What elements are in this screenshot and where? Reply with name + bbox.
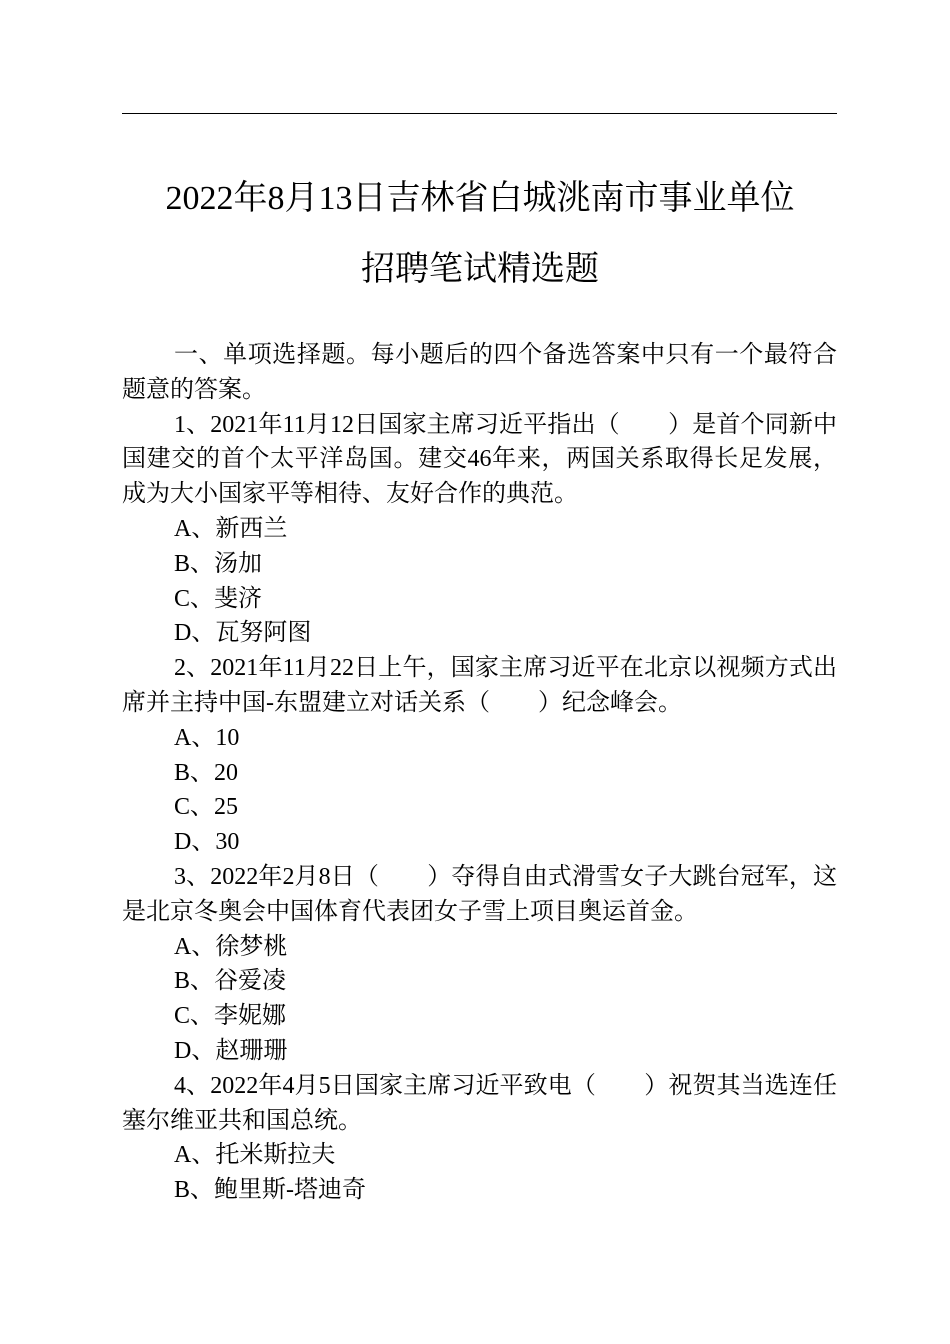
question-4-option-b: B、鲍里斯-塔迪奇 — [174, 1177, 366, 1204]
question-3-option-d: D、赵珊珊 — [174, 1037, 288, 1064]
question-2-option-b: B、20 — [174, 759, 239, 786]
header-rule — [122, 113, 837, 114]
question-3-option-b: B、谷爱凌 — [174, 968, 287, 995]
question-1-option-c: C、斐济 — [174, 585, 263, 612]
question-1-option-b: B、汤加 — [174, 550, 263, 577]
document-body — [122, 338, 837, 1208]
document-title-line-1: 2022年8月13日吉林省白城洮南市事业单位 — [165, 180, 795, 217]
question-3-stem: 3、2022年2月8日（ ）夺得自由式滑雪女子大跳台冠军，这是北京冬奥会中国体育代表团女子雪上项目奥运首金。 — [122, 863, 837, 925]
question-4-option-a: A、托米斯拉夫 — [174, 1142, 336, 1169]
question-2-stem: 2、2021年11月22日上午，国家主席习近平在北京以视频方式出席并主持中国-东盟建立对话关系（ ）纪念峰会。 — [122, 655, 837, 716]
question-2-option-c: C、25 — [174, 794, 239, 821]
question-1-option-a: A、新西兰 — [174, 515, 288, 542]
question-2-option-a: A、10 — [174, 724, 240, 751]
question-4-stem: 4、2022年4月5日国家主席习近平致电（ ）祝贺其当选连任塞尔维亚共和国总统。 — [122, 1072, 837, 1134]
question-1-option-d: D、瓦努阿图 — [174, 620, 312, 647]
question-1-stem: 1、2021年11月12日国家主席习近平指出（ ）是首个同新中国建交的首个太平洋岛国。建交46年来，两国关系取得长足发展，成为大小国家平等相待、友好合作的典范。 — [122, 411, 837, 508]
question-3-option-a: A、徐梦桃 — [174, 933, 288, 960]
document-title-line-2: 招聘笔试精选题 — [361, 251, 599, 288]
section-intro: 一、单项选择题。每小题后的四个备选答案中只有一个最符合题意的答案。 — [122, 342, 837, 403]
question-2-option-d: D、30 — [174, 829, 240, 856]
question-3-option-c: C、李妮娜 — [174, 1003, 287, 1030]
